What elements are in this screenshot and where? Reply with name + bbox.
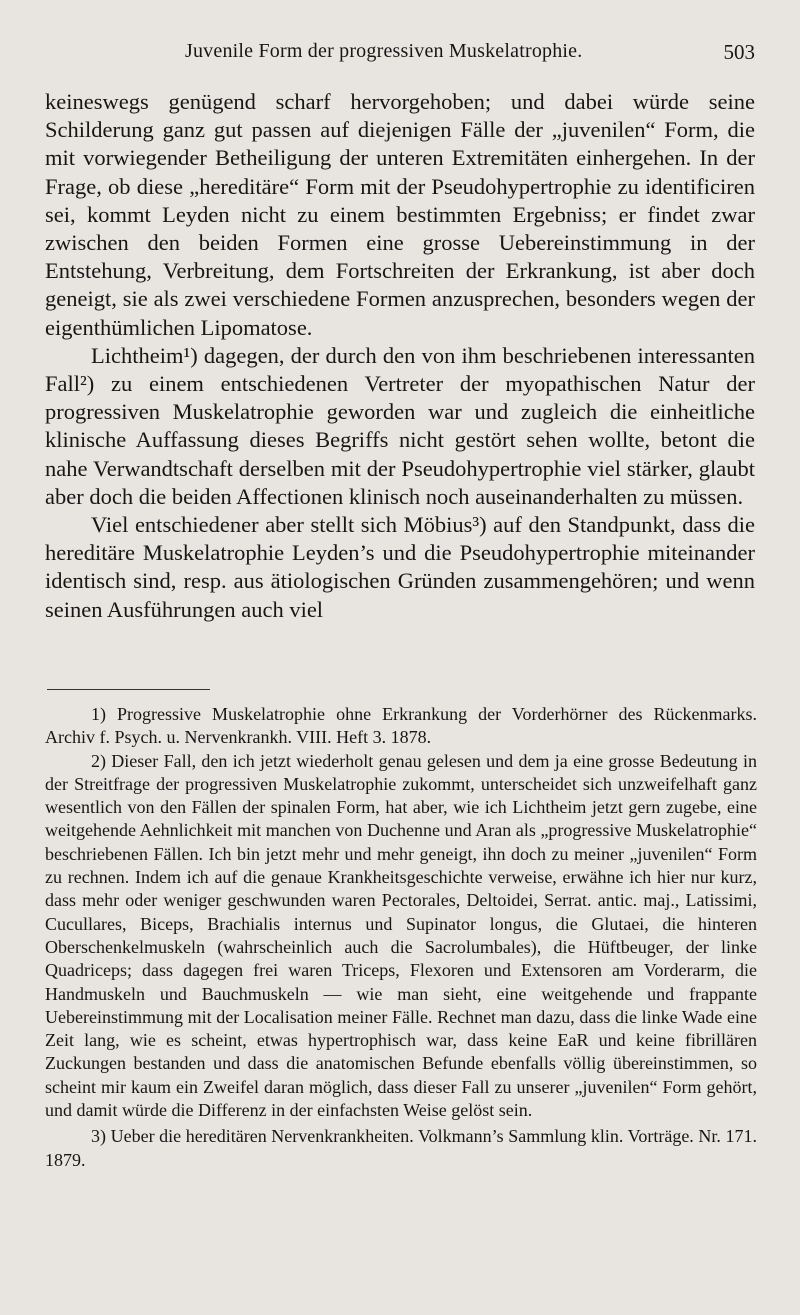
running-title: Juvenile Form der progressiven Muskelatrophie. [185,40,583,62]
page-number: 503 [723,40,755,64]
paragraph-2: Lichtheim¹) dagegen, der durch den von ihm beschriebenen interessanten Fall²) zu einem entschiedenen Vertreter der myopathischen Natur der progressiven Muskelatrophie geworden war und zugleich die einheitliche klinische Auffassung dieses Begriffs nicht gestört sehen wollte, betont die nahe Verwandtschaft derselben mit der Pseudohypertrophie viel stärker, glaubt aber doch die beiden Affectionen klinisch noch auseinanderhalten zu müssen. [45,342,755,509]
footnotes [45,703,757,1172]
paragraph-3: Viel entschiedener aber stellt sich Möbius³) auf den Standpunkt, dass die hereditäre Muskelatrophie Leyden’s und die Pseudohypertrophie miteinander identisch sind, resp. aus ätiologischen Gründen zusammengehören; und wenn seinen Ausführungen auch viel [45,512,755,622]
body-text [45,88,755,624]
footnote-2: 2) Dieser Fall, den ich jetzt wiederholt genau gelesen und dem ja eine grosse Bedeutung in der Streitfrage der progressiven Muskelatrophie zukommt, unterscheidet sich unzweifelhaft ganz wesentlich von den Fällen der spinalen Form, hat aber, wie ich Lichtheim jetzt gern zugebe, eine weitgehende Aehnlichkeit mit manchen von Duchenne und Aran als „progressive Muskelatrophie“ beschriebenen Fällen. Ich bin jetzt mehr und mehr geneigt, ihn doch zu meiner „juvenilen“ Form zu rechnen. Indem ich auf die genaue Krankheitsgeschichte verweise, erwähne ich hier nur kurz, dass mehr oder weniger geschwunden waren Pectorales, Deltoidei, Serrat. antic. maj., Latissimi, Cucullares, Biceps, Brachialis internus und Supinator longus, die Glutaei, die hinteren Oberschenkelmuskeln (wahrscheinlich auch die Sacrolumbales), die Hüftbeuger, der linke Quadriceps; dass dagegen frei waren Triceps, Flexoren und Extensoren am Vorderarm, die Handmuskeln und Bauchmuskeln — wie man sieht, eine weitgehende und frappante Uebereinstimmung mit der Localisation meiner Fälle. Rechnet man dazu, dass die linke Wade eine Zeit lang, wie es scheint, etwas hypertrophisch war, dass keine EaR und keine fibrillären Zuckungen bestanden und dass die anatomischen Befunde ebenfalls völlig übereinstimmen, so scheint mir kaum ein Zweifel daran möglich, dass dieser Fall zu unserer „juvenilen“ Form gehört, und damit würde die Differenz in der einfachsten Weise gelöst sein. [45,750,757,1121]
footnote-separator [47,689,210,690]
footnote-1: 1) Progressive Muskelatrophie ohne Erkrankung der Vorderhörner des Rückenmarks. Archiv f. Psych. u. Nervenkrankh. VIII. Heft 3. 1878. [45,704,757,748]
page-header [45,40,755,70]
footnote-3: 3) Ueber die hereditären Nervenkrankheiten. Volkmann’s Sammlung klin. Vorträge. Nr. 171. 1879. [45,1126,757,1170]
paragraph-1: keineswegs genügend scharf hervorgehoben; und dabei würde seine Schilderung ganz gut passen auf diejenigen Fälle der „juvenilen“ Form, die mit vorwiegender Betheiligung der unteren Extremitäten einhergehen. In der Frage, ob diese „hereditäre“ Form mit der Pseudohypertrophie zu identificiren sei, kommt Leyden nicht zu einem bestimmten Ergebniss; er findet zwar zwischen den beiden Formen eine grosse Uebereinstimmung in der Entstehung, Verbreitung, dem Fortschreiten der Erkrankung, ist aber doch geneigt, sie als zwei verschiedene Formen anzusprechen, besonders wegen der eigenthümlichen Lipomatose. [45,89,755,340]
